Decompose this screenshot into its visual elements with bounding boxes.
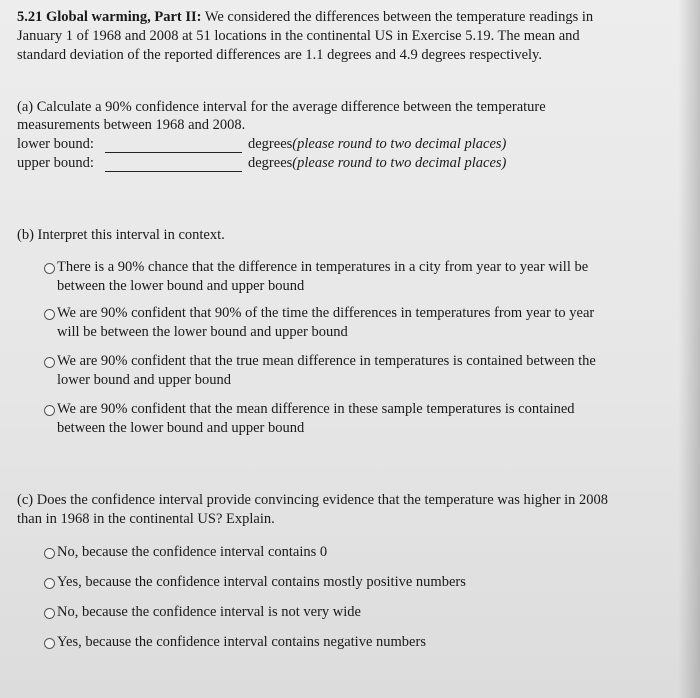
problem-intro-line3: standard deviation of the reported differences are 1.1 degrees and 4.9 degrees respectively. — [17, 47, 542, 63]
part-b-prompt: (b) Interpret this interval in context. — [17, 227, 225, 243]
option-text-line1: We are 90% confident that 90% of the time the differences in temperatures from year to year — [57, 305, 595, 321]
problem-intro-line2: January 1 of 1968 and 2008 at 51 locations in the continental US in Exercise 5.19. The mean and — [17, 28, 580, 44]
upper-bound-hint: (please round to two decimal places) — [292, 155, 507, 171]
option-text: No, because the confidence interval contains 0 — [57, 544, 328, 560]
option-text-line1: There is a 90% chance that the difference in temperatures in a city from year to year will be — [57, 259, 589, 275]
part-a-prompt-line2: measurements between 1968 and 2008. — [17, 117, 246, 133]
option-text: Yes, because the confidence interval contains mostly positive numbers — [57, 574, 466, 590]
upper-bound-units-label: degrees — [248, 155, 293, 171]
part-a-prompt-line1: (a) Calculate a 90% confidence interval for the average difference between the temperature — [17, 99, 546, 115]
radio-button[interactable] — [44, 309, 55, 320]
radio-button[interactable] — [44, 263, 55, 274]
problem-intro — [17, 8, 593, 27]
upper-bound-field[interactable] — [105, 171, 242, 172]
upper-bound-units — [248, 154, 506, 173]
radio-button[interactable] — [44, 548, 55, 559]
option-text-line1: We are 90% confident that the true mean difference in temperatures is contained between the — [57, 353, 596, 369]
option-text-line1: We are 90% confident that the mean difference in these sample temperatures is contained — [57, 401, 575, 417]
lower-bound-units-label: degrees — [248, 136, 293, 152]
radio-button[interactable] — [44, 638, 55, 649]
upper-bound-label: upper bound: — [17, 155, 94, 171]
radio-button[interactable] — [44, 608, 55, 619]
lower-bound-label: lower bound: — [17, 136, 94, 152]
part-c-prompt-line2: than in 1968 in the continental US? Explain. — [17, 511, 275, 527]
option-text: No, because the confidence interval is not very wide — [57, 604, 361, 620]
option-text-line2: will be between the lower bound and upper bound — [57, 324, 348, 340]
lower-bound-hint: (please round to two decimal places) — [292, 136, 507, 152]
option-text-line2: between the lower bound and upper bound — [57, 420, 305, 436]
problem-title: 5.21 Global warming, Part II: — [17, 9, 202, 25]
lower-bound-field[interactable] — [105, 152, 242, 153]
radio-button[interactable] — [44, 578, 55, 589]
radio-button[interactable] — [44, 357, 55, 368]
lower-bound-units — [248, 135, 506, 154]
page-edge-shadow — [678, 0, 700, 698]
option-text: Yes, because the confidence interval contains negative numbers — [57, 634, 426, 650]
problem-intro-line1: We considered the differences between the temperature readings in — [204, 9, 594, 25]
option-text-line2: lower bound and upper bound — [57, 372, 231, 388]
part-c-prompt-line1: (c) Does the confidence interval provide convincing evidence that the temperature was higher in 2008 — [17, 492, 609, 508]
option-text-line2: between the lower bound and upper bound — [57, 278, 305, 294]
radio-button[interactable] — [44, 405, 55, 416]
